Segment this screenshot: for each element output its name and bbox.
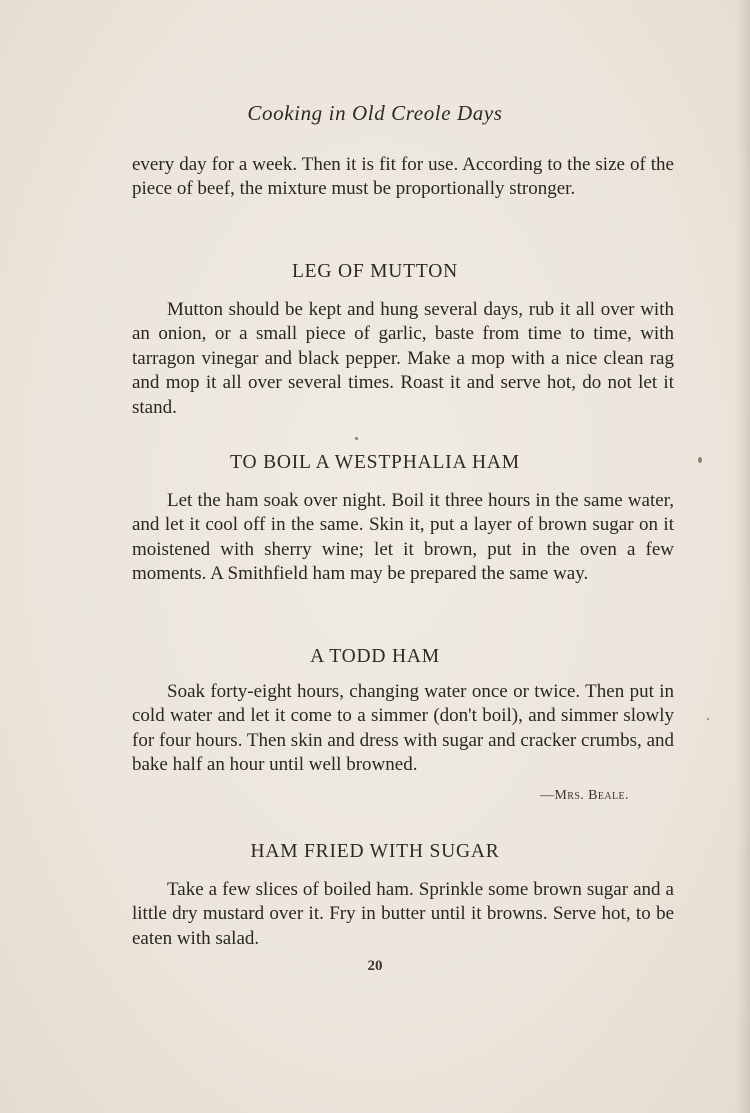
recipe-block-leg-of-mutton (132, 298, 674, 420)
recipe-heading-todd-ham: A TODD HAM (310, 646, 440, 667)
paper-speck (355, 437, 358, 440)
running-head: Cooking in Old Creole Days (247, 101, 503, 125)
recipe-heading-leg-of-mutton: LEG OF MUTTON (291, 261, 459, 282)
recipe-text-ham-fried-with-sugar: Take a few slices of boiled ham. Sprinkle some brown sugar and a little dry mustard over it. Fry in butter until it browns. Serve hot, to be eaten with salad. (132, 879, 674, 949)
recipe-block-westphalia-ham (132, 489, 674, 587)
page-edge-shadow (736, 0, 750, 1113)
recipe-text-todd-ham: Soak forty-eight hours, changing water once or twice. Then put in cold water and let it come to a simmer (don't boil), and simmer slowly for four hours. Then skin and dress with sugar and cracker crumbs, and bake half an hour until well browned. (132, 681, 674, 776)
recipe-block-ham-fried-with-sugar (132, 878, 674, 951)
recipe-heading-westphalia-ham: TO BOIL A WESTPHALIA HAM (230, 452, 520, 473)
recipe-attribution: —Mrs. Beale. (540, 788, 629, 803)
page-number: 20 (367, 958, 383, 974)
recipe-heading-ham-fried-with-sugar: HAM FRIED WITH SUGAR (250, 841, 500, 862)
recipe-text-westphalia-ham: Let the ham soak over night. Boil it three hours in the same water, and let it cool off in the same. Skin it, put a layer of brown sugar on it moistened with sherry wine; let it brown, put in the oven a few moments. A Smithfield ham may be prepared the same way. (132, 490, 674, 585)
paper-speck (707, 718, 709, 720)
recipe-block-todd-ham (132, 680, 674, 778)
intro-paragraph-block (132, 153, 674, 202)
paper-speck (698, 457, 702, 463)
recipe-text-leg-of-mutton: Mutton should be kept and hung several days, rub it all over with an onion, or a small piece of garlic, baste from time to time, with tarragon vinegar and black pepper. Make a mop with a nice clean rag and mop it all over several times. Roast it and serve hot, do not let it stand. (132, 299, 674, 418)
intro-paragraph: every day for a week. Then it is fit for use. According to the size of the piece of beef, the mixture must be proportionally stronger. (132, 154, 674, 200)
